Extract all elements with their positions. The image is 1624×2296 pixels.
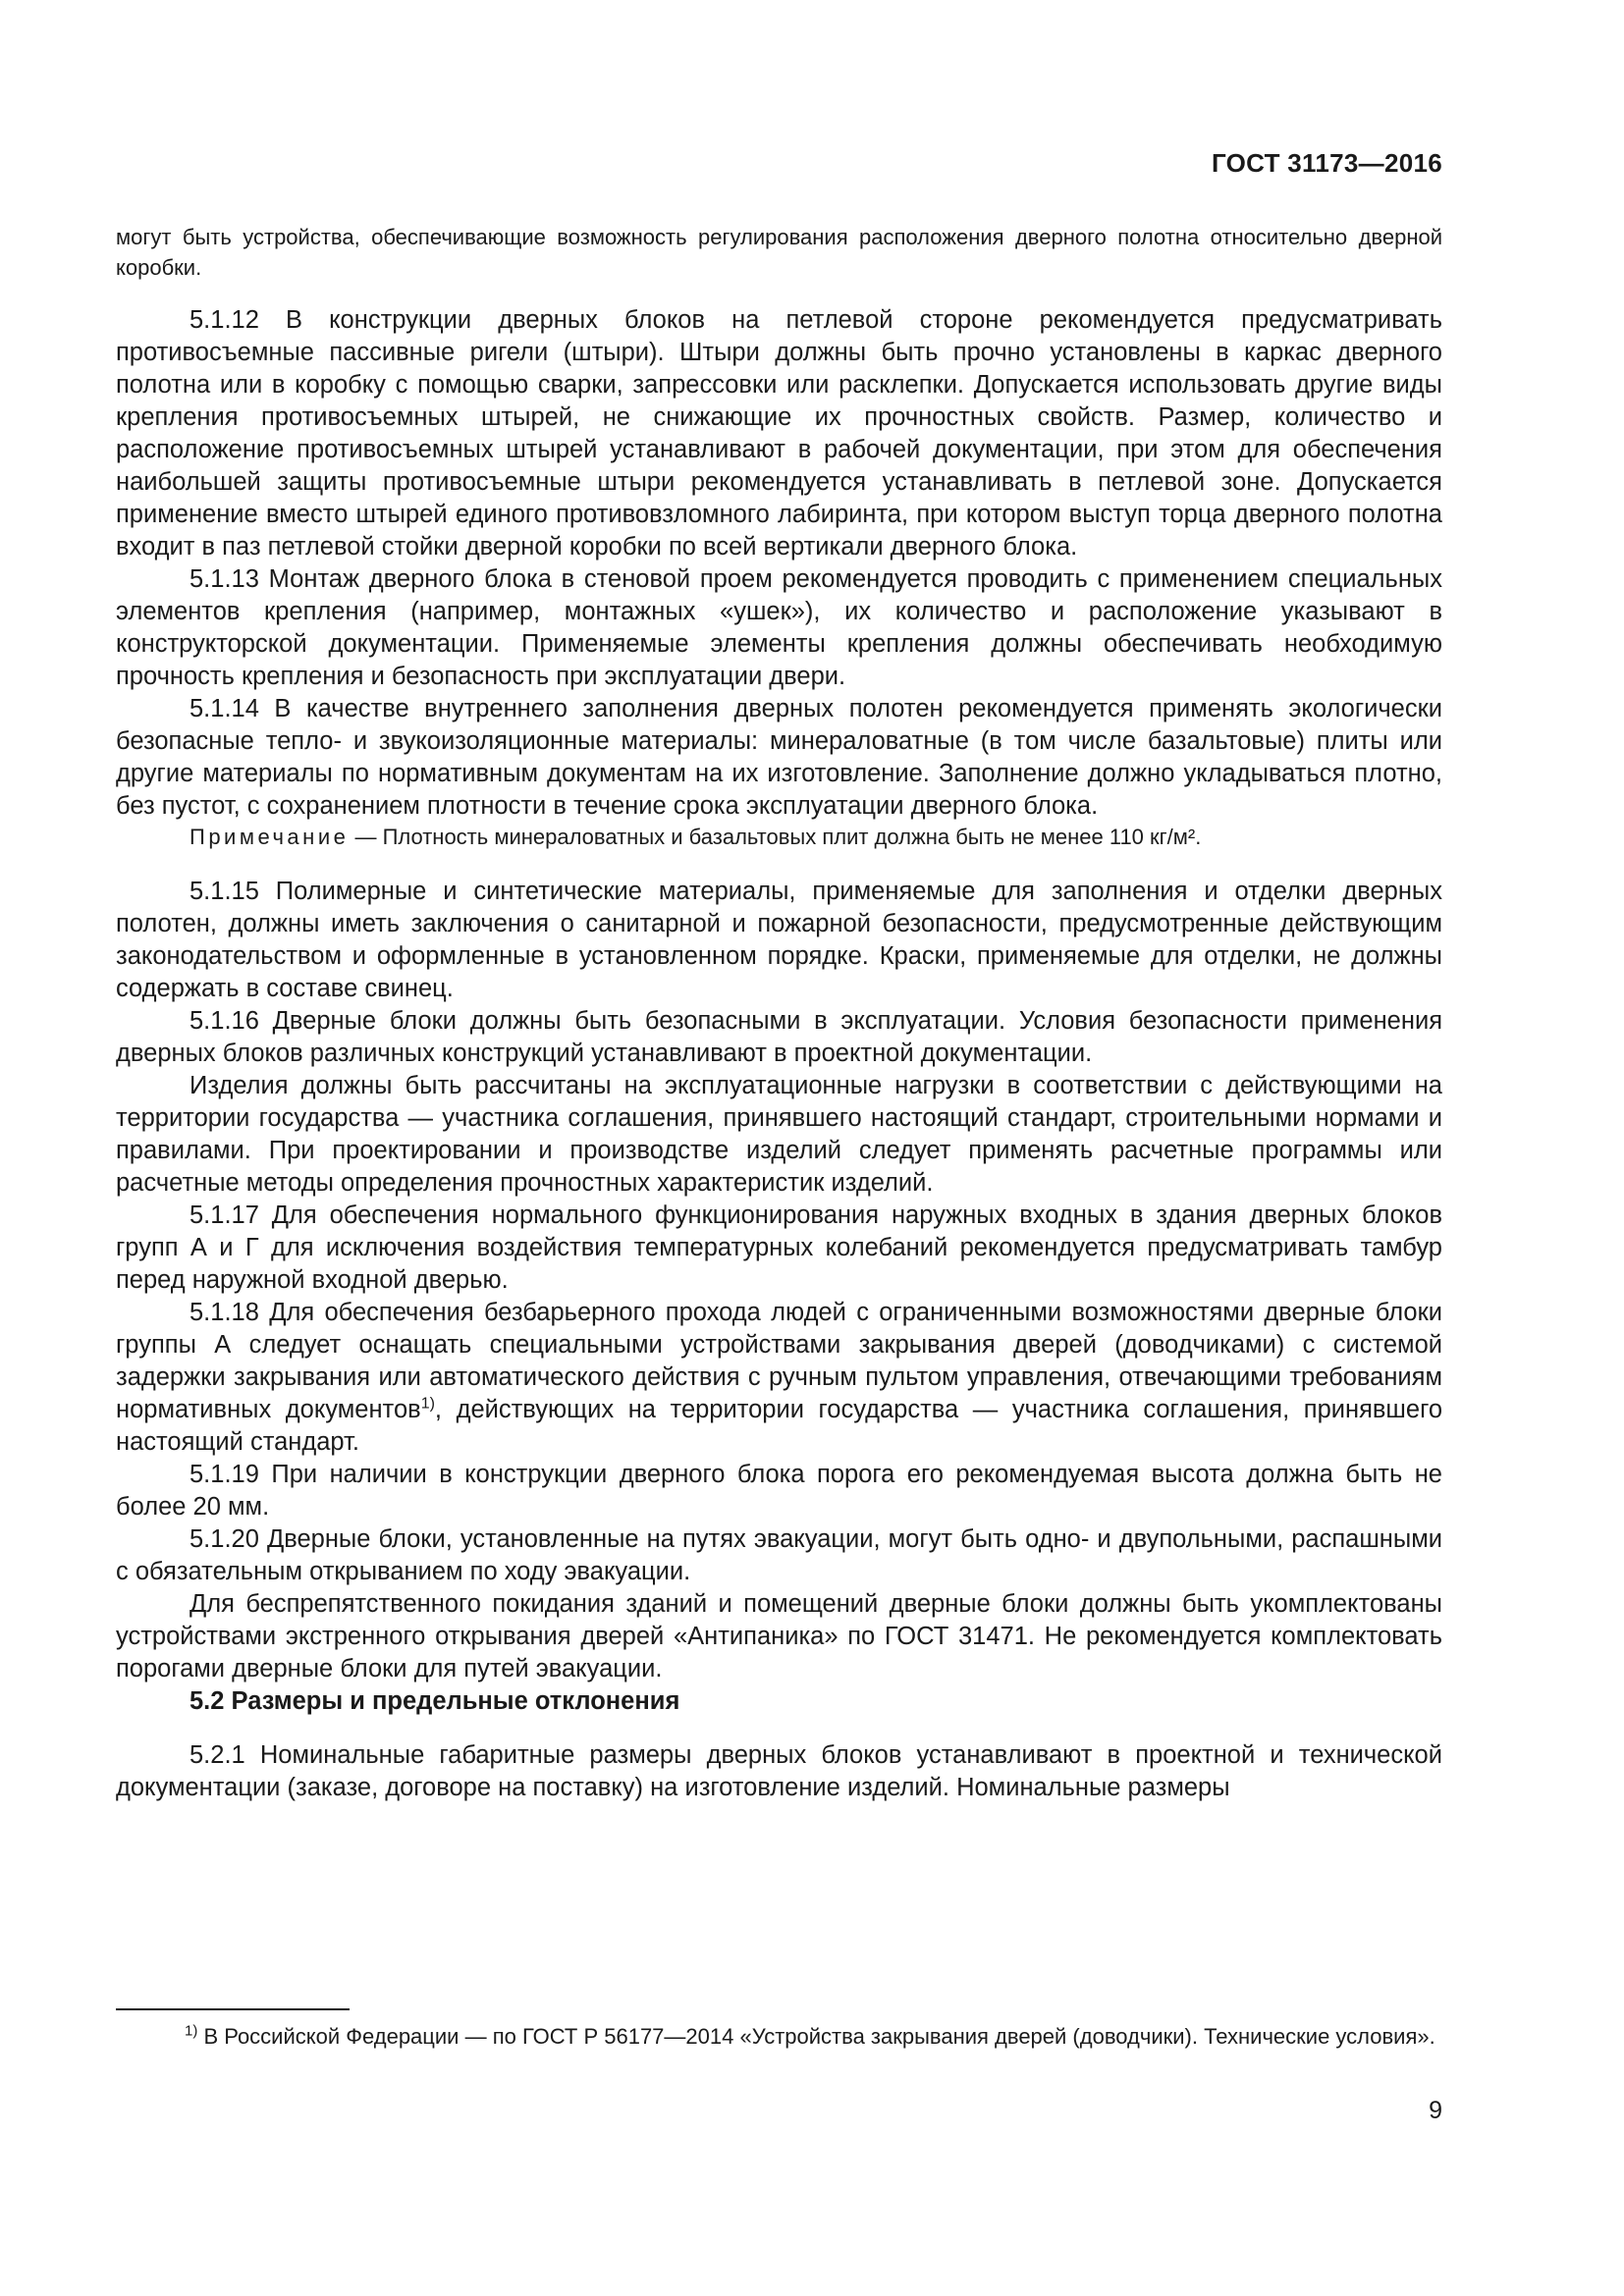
note [116,823,1442,852]
clause-5-1-20-continued: Для беспрепятственного покидания зданий и помещений дверные блоки должны быть укомплектованы устройствами экстренного открывания дверей «Антипаника» по ГОСТ 31471. Не рекомендуется комплектовать порогами дверные блоки для путей эвакуации. [116,1590,1442,1682]
clause-5-1-19: 5.1.19 При наличии в конструкции дверного блока порога его рекомендуемая высота должна быть не более 20 мм. [116,1461,1442,1521]
footnote-area [116,2008,1442,2052]
note-label: Примечание [189,825,350,849]
page-number: 9 [1429,2097,1442,2124]
footnote-divider [116,2008,350,2010]
clause-5-1-16-continued: Изделия должны быть рассчитаны на эксплуатационные нагрузки в соответствии с действующими на территории государства — участника соглашения, принявшего настоящий стандарт, строительными нормами и правилами. При проектировании и производстве изделий следует применять расчетные программы или расчетные методы определения прочностных характеристик изделий. [116,1072,1442,1197]
note-text: — Плотность минераловатных и базальтовых плит должна быть не менее 110 кг/м². [349,825,1202,849]
footnote-reference: 1) [420,1395,435,1413]
clause-5-2-1: 5.2.1 Номинальные габаритные размеры дверных блоков устанавливают в проектной и технической документации (заказе, договоре на поставку) на изготовление изделий. Номинальные размеры [116,1741,1442,1801]
clause-5-1-20: 5.1.20 Дверные блоки, установленные на путях эвакуации, могут быть одно- и двупольными, распашными с обязательным открыванием по ходу эвакуации. [116,1525,1442,1585]
clause-5-1-18-text-continued: , действующих на территории государства — участника соглашения, принявшего настоящий стандарт. [116,1396,1442,1456]
clause-5-1-16: 5.1.16 Дверные блоки должны быть безопасными в эксплуатации. Условия безопасности применения дверных блоков различных конструкций устанавливают в проектной документации. [116,1007,1442,1067]
paragraph-continuation: могут быть устройства, обеспечивающие возможность регулирования расположения дверного полотна относительно дверной коробки. [116,225,1442,280]
footnote [116,2022,1442,2052]
clause-5-1-18 [116,1297,1442,1459]
clause-5-1-17: 5.1.17 Для обеспечения нормального функционирования наружных входных в здания дверных блоков групп А и Г для исключения воздействия температурных колебаний рекомендуется предусматривать тамбур перед наружной входной дверью. [116,1201,1442,1294]
clause-5-1-15: 5.1.15 Полимерные и синтетические материалы, применяемые для заполнения и отделки дверных полотен, должны иметь заключения о санитарной и пожарной безопасности, предусмотренные действующим законодательством и оформленные в установленном порядке. Краски, применяемые для отделки, не должны содержать в составе свинец. [116,878,1442,1002]
section-heading-5-2: 5.2 Размеры и предельные отклонения [189,1687,680,1715]
clause-5-1-14: 5.1.14 В качестве внутреннего заполнения дверных полотен рекомендуется применять экологически безопасные тепло- и звукоизоляционные материалы: минераловатные (в том числе базальтовые) плиты или другие материалы по нормативным документам на их изготовление. Заполнение должно укладываться плотно, без пустот, с сохранением плотности в течение срока эксплуатации дверного блока. [116,695,1442,820]
footnote-marker: 1) [185,2022,198,2040]
footnote-text: В Российской Федерации — по ГОСТ Р 56177—2014 «Устройства закрывания дверей (доводчики). Технические условия». [197,2024,1435,2049]
main-content [116,222,1442,1804]
document-header: ГОСТ 31173—2016 [1211,148,1442,178]
clause-5-1-18-text: 5.1.18 Для обеспечения безбарьерного прохода людей с ограниченными возможностями дверные блоки группы А следует оснащать специальными устройствами закрывания дверей (доводчиками) с системой задержки закрывания или автоматического действия с ручным пультом управления, отвечающими требованиям нормативных документов [116,1299,1442,1423]
clause-5-1-13: 5.1.13 Монтаж дверного блока в стеновой проем рекомендуется проводить с применением специальных элементов крепления (например, монтажных «ушек»), их количество и расположение указывают в конструкторской документации. Применяемые элементы крепления должны обеспечивать необходимую прочность крепления и безопасность при эксплуатации двери. [116,565,1442,690]
clause-5-1-12: 5.1.12 В конструкции дверных блоков на петлевой стороне рекомендуется предусматривать противосъемные пассивные ригели (штыри). Штыри должны быть прочно установлены в каркас дверного полотна или в коробку с помощью сварки, запрессовки или расклепки. Допускается использовать другие виды крепления противосъемных штырей, не снижающие их прочностных свойств. Размер, количество и расположение противосъемных штырей устанавливают в рабочей документации, при этом для обеспечения наибольшей защиты противосъемные штыри рекомендуется устанавливать в петлевой зоне. Допускается применение вместо штырей единого противовзломного лабиринта, при котором выступ торца дверного полотна входит в паз петлевой стойки дверной коробки по всей вертикали дверного блока. [116,306,1442,561]
